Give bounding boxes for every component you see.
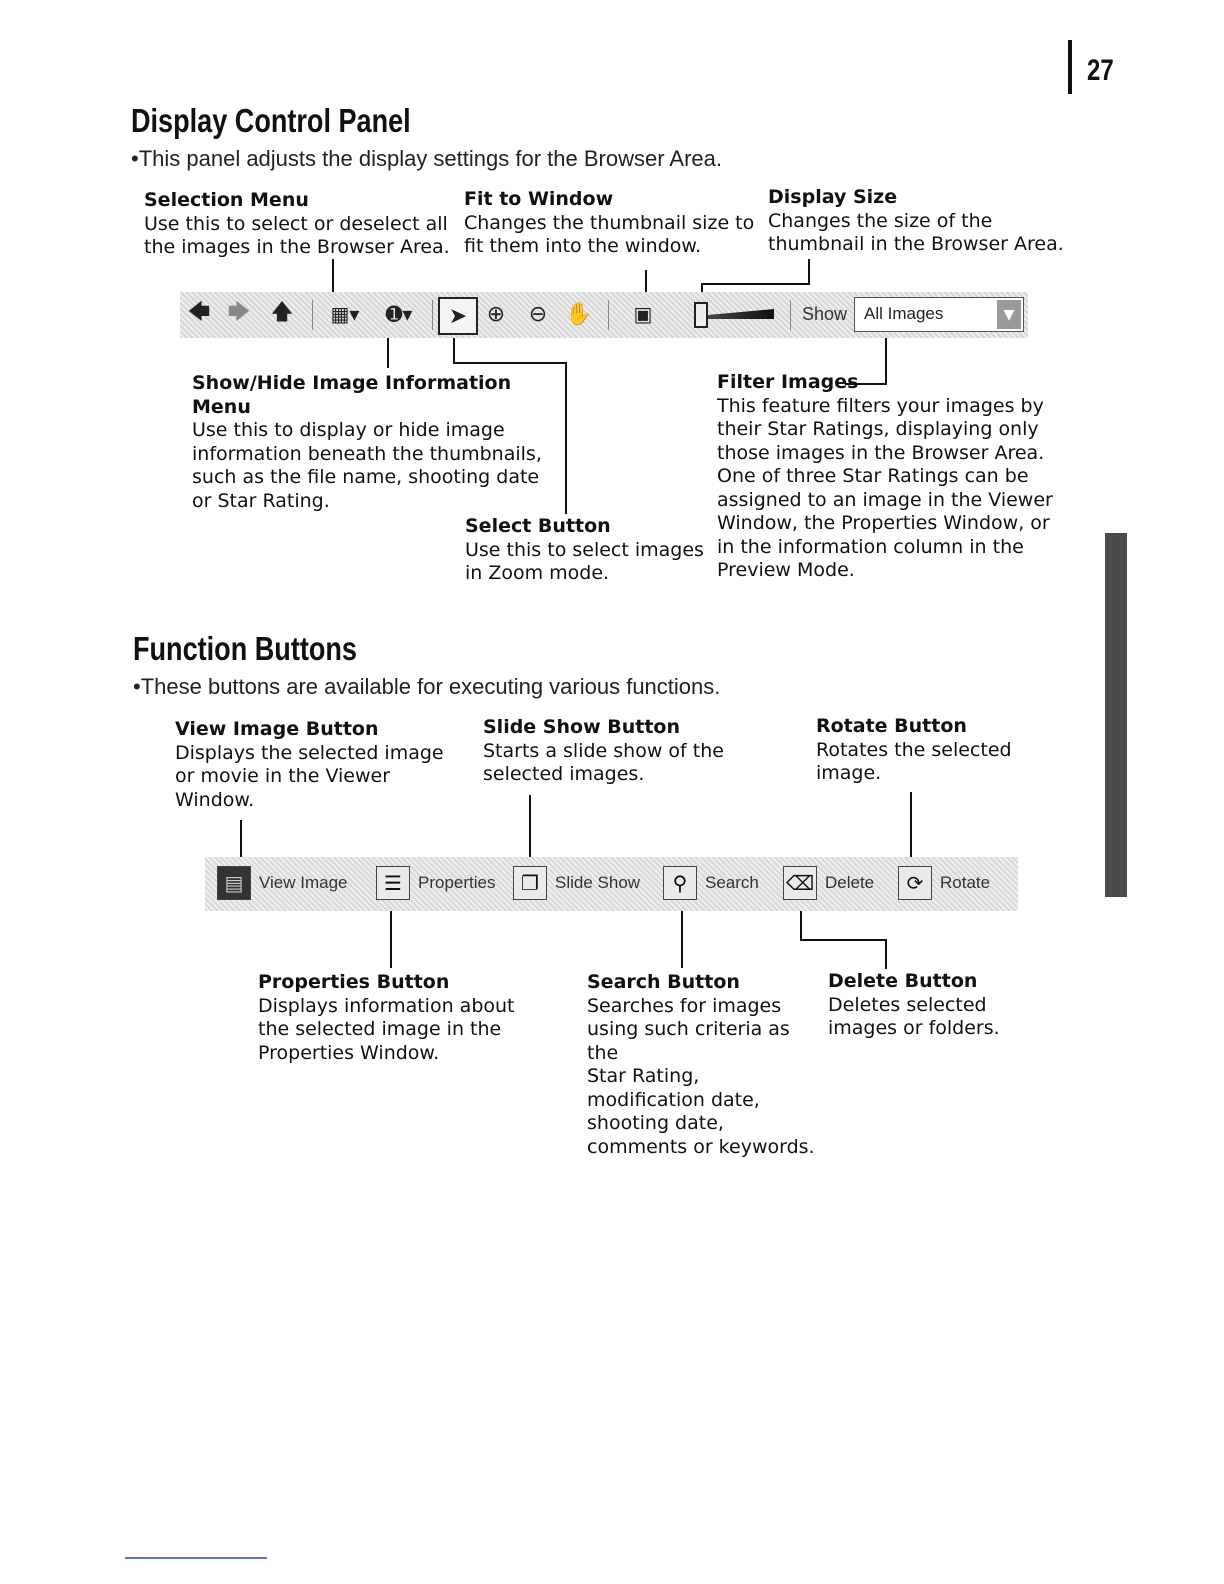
- selection-menu-icon[interactable]: ▦▾: [330, 302, 360, 326]
- slide-show-label: Slide Show: [555, 873, 641, 892]
- toolbar-separator: [312, 300, 313, 330]
- callout-title: Select Button: [465, 515, 611, 537]
- callout-desc: Starts a slide show of the selected images.: [483, 739, 724, 785]
- callout-search: [587, 971, 827, 1159]
- callout-title: Show/Hide Image Information Menu: [192, 372, 512, 418]
- properties-button[interactable]: [376, 866, 495, 900]
- properties-label: Properties: [418, 873, 496, 892]
- delete-button[interactable]: [783, 866, 874, 900]
- leader-line: [885, 939, 887, 969]
- back-arrow-icon[interactable]: 🡄: [187, 300, 211, 325]
- callout-desc: Use this to display or hide image information beneath the thumbnails, such as the file name, shooting date or Star Rating.: [192, 419, 542, 512]
- display-control-panel-intro: •This panel adjusts the display settings for the Browser Area.: [131, 146, 723, 171]
- callout-desc: Use this to select or deselect all the images in the Browser Area.: [144, 212, 450, 258]
- rotate-label: Rotate: [940, 873, 991, 892]
- callout-title: Filter Images: [717, 371, 859, 393]
- callout-desc: Searches for images using such criteria as the Star Rating, modification date, shooting date, comments or keywords.: [587, 994, 815, 1158]
- leader-line: [808, 259, 810, 284]
- callout-selection-menu: [144, 189, 454, 260]
- callout-title: Display Size: [768, 186, 898, 208]
- toolbar-separator: [432, 300, 433, 330]
- view-image-button[interactable]: [217, 866, 348, 900]
- callout-rotate: [816, 715, 1076, 786]
- callout-title: Fit to Window: [464, 188, 614, 210]
- callout-desc: This feature filters your images by their Star Ratings, displaying only those images in the Browser Area. One of three Star Ratings can be assigned to an image in the Viewer Window, the Properties Window, or in the information column in the Preview Mode.: [717, 394, 1053, 581]
- callout-slide-show: [483, 716, 773, 787]
- callout-desc: Deletes selected images or folders.: [828, 993, 1000, 1039]
- callout-title: Delete Button: [828, 970, 978, 992]
- callout-fit-to-window: [464, 188, 764, 259]
- filter-images-value: All Images: [864, 304, 944, 323]
- trash-icon: ⌫: [783, 866, 817, 900]
- callout-desc: Changes the size of the thumbnail in the Browser Area.: [768, 209, 1064, 255]
- callout-desc: Displays information about the selected image in the Properties Window.: [258, 994, 515, 1064]
- callout-title: Search Button: [587, 971, 740, 993]
- hand-pan-icon[interactable]: ✋: [565, 301, 593, 327]
- image-icon: ▤: [217, 866, 251, 900]
- info-menu-icon[interactable]: ➊▾: [385, 302, 413, 326]
- chapter-side-tab: [1105, 533, 1127, 897]
- callout-desc: Displays the selected image or movie in the Viewer Window.: [175, 741, 444, 811]
- leader-line: [910, 792, 912, 862]
- callout-desc: Rotates the selected image.: [816, 738, 1012, 784]
- page-number-divider: [1068, 40, 1072, 94]
- zoom-in-icon[interactable]: ⊕: [486, 301, 506, 327]
- callout-title: Selection Menu: [144, 189, 309, 211]
- leader-line: [565, 362, 567, 514]
- display-control-panel-title: Display Control Panel: [131, 102, 411, 139]
- callout-title: View Image Button: [175, 718, 379, 740]
- callout-title: Slide Show Button: [483, 716, 680, 738]
- leader-line: [529, 795, 531, 863]
- rotate-icon: ⟳: [898, 866, 932, 900]
- magnifier-icon: ⚲: [663, 866, 697, 900]
- up-folder-icon[interactable]: 🡅: [270, 300, 294, 325]
- display-size-slider-thumb[interactable]: [694, 302, 708, 328]
- slides-icon: ❐: [513, 866, 547, 900]
- chevron-down-icon[interactable]: ▼: [997, 300, 1021, 329]
- leader-line: [453, 362, 567, 364]
- page-number: 27: [1087, 54, 1114, 87]
- leader-line: [701, 283, 810, 285]
- callout-title: Properties Button: [258, 971, 450, 993]
- fit-to-window-icon[interactable]: ▣: [633, 302, 653, 326]
- search-button[interactable]: [663, 866, 759, 900]
- callout-delete: [828, 970, 1068, 1041]
- document-icon: ☰: [376, 866, 410, 900]
- rotate-button[interactable]: [898, 866, 990, 900]
- select-button-icon[interactable]: ➤: [438, 297, 478, 335]
- callout-desc: Use this to select images in Zoom mode.: [465, 538, 704, 584]
- footer-rule: [125, 1557, 267, 1559]
- function-buttons-title: Function Buttons: [133, 630, 357, 667]
- callout-properties: [258, 971, 558, 1065]
- callout-title: Rotate Button: [816, 715, 967, 737]
- callout-select-button: [465, 515, 710, 586]
- callout-display-size: [768, 186, 1078, 257]
- show-label: Show: [802, 304, 848, 324]
- filter-images-dropdown[interactable]: [854, 297, 1024, 332]
- leader-line: [800, 939, 887, 941]
- leader-line: [390, 908, 392, 968]
- toolbar-separator: [790, 300, 791, 330]
- slide-show-button[interactable]: [513, 866, 640, 900]
- toolbar-separator: [608, 300, 609, 330]
- forward-arrow-icon[interactable]: 🡆: [227, 300, 251, 325]
- leader-line: [681, 908, 683, 968]
- view-image-label: View Image: [259, 873, 348, 892]
- function-buttons-intro: •These buttons are available for executing various functions.: [133, 674, 721, 699]
- callout-show-hide-info: [192, 372, 562, 513]
- zoom-out-icon[interactable]: ⊖: [528, 301, 548, 327]
- callout-desc: Changes the thumbnail size to fit them into the window.: [464, 211, 755, 257]
- delete-label: Delete: [825, 873, 875, 892]
- search-label: Search: [705, 873, 759, 892]
- leader-line: [240, 820, 242, 862]
- callout-filter-images: [717, 371, 1077, 583]
- callout-view-image: [175, 718, 465, 812]
